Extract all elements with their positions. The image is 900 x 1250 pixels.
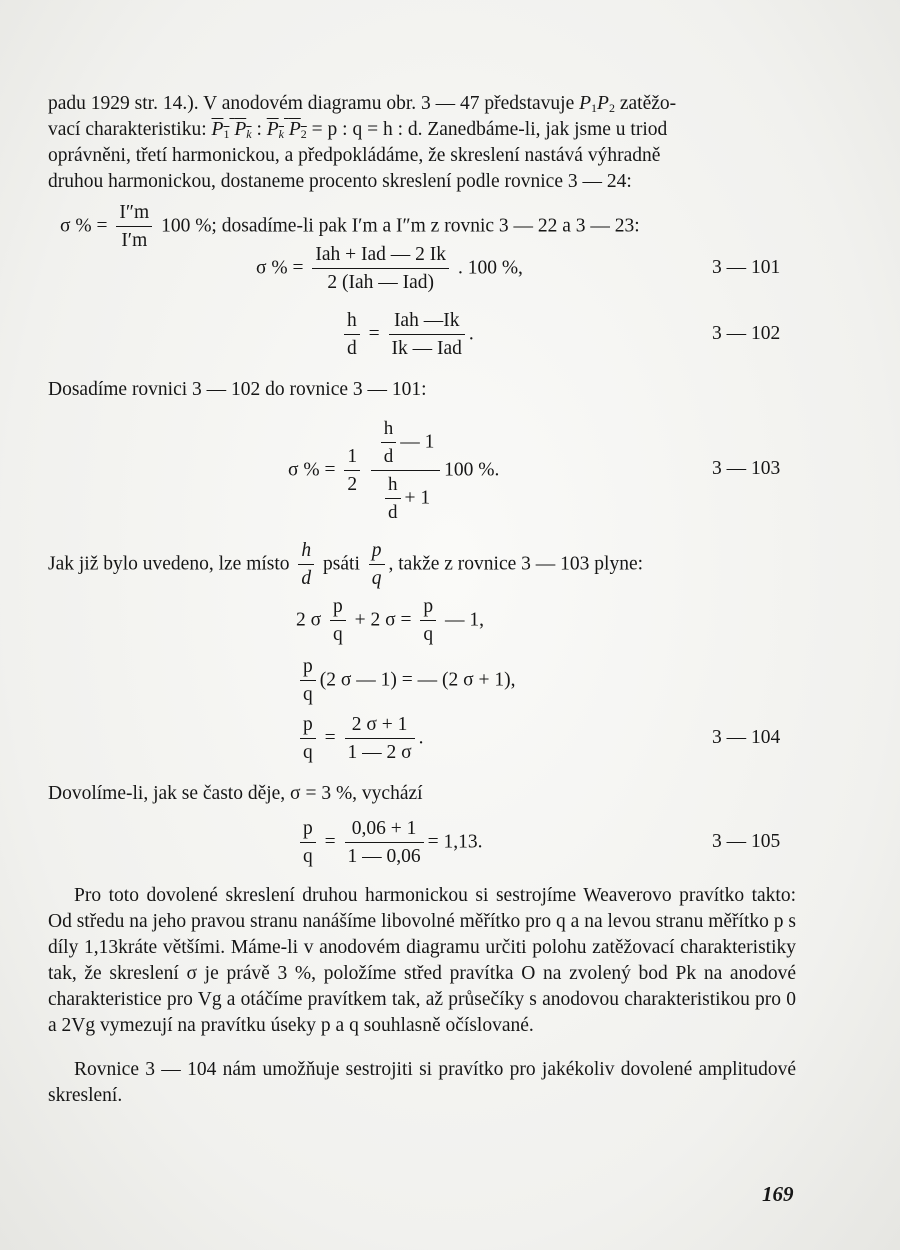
equation-3-104: $\frac{p}{q}$ = $\frac{2 \sigma + 1}{1 — 2 \sigma}$ . [296, 714, 424, 764]
equation-step-2: $\frac{p}{q}$ (2 σ — 1) = — (2 σ + 1), [296, 656, 516, 706]
equation-number-3-105: 3 — 105 [712, 831, 781, 852]
equation-number-3-104: 3 — 104 [712, 727, 781, 748]
text-line: Dosadíme rovnici 3 — 102 do rovnice 3 — 101: [48, 379, 427, 400]
intro-line-4: druhou harmonickou, dostaneme procento skreslení podle rovnice 3 — 24: [48, 171, 632, 192]
paragraph-weaver-ruler: Pro toto dovolené skreslení druhou harmonickou si sestrojíme Weaverovo pravítko takto: Od středu na jeho pravou stranu nanášíme libovolné měřítko pro q a na levou stranu měřítko p s díly 1,13kráte většími. Máme-li v anodovém diagramu určiti polohu zatěžovací charakteristiky tak, že skreslení σ je právě 3 %, položíme střed pravítka O na zvolený bod Pk na anodové charakteristice pro Vg a otáčíme pravítkem tak, až průsečíky s anodovou charakteristikou pro 0 a 2Vg vymezují na pravítku úseky p a q souhlasně očíslované. [48, 885, 796, 1036]
equation-number-3-103: 3 — 103 [712, 458, 781, 479]
equation-3-105: $\frac{p}{q}$ = $\frac{0,06 + 1}{1 — 0,06}$ = 1,13. [296, 818, 483, 868]
text-line: Dovolíme-li, jak se často děje, σ = 3 %, vychází [48, 783, 423, 804]
fraction: $\frac{I''m}{I'm}$ [116, 202, 152, 252]
compound-fraction: $\frac{h}{d}$ — 1 $\frac{h}{d}$ + 1 [371, 418, 440, 524]
equation-number-3-101: 3 — 101 [712, 257, 781, 278]
page-number: 169 [762, 1182, 794, 1206]
equation-3-102: $\frac{h}{d}$ = $\frac{\text{Iah —Ik}}{\text{Ik — Iad}}$ . [340, 310, 474, 360]
equation-3-101: σ % = $\frac{\text{Iah + Iad — 2 Ik}}{\text{2 (Iah — Iad)}}$ . 100 %, [256, 244, 523, 293]
intro-line-2: vací charakteristiku: $P_1$ $P_k$ : $P_k$ $P_2 = p$ : q = h : d. Zanedbáme-li, jak jsme u triod [48, 119, 668, 141]
text-line-inline-fractions: Jak již bylo uvedeno, lze místo $\frac{h}{d}$ psáti $\frac{p}{q}$ , takže z rovnice 3 — 103 plyne: [48, 540, 644, 589]
equation-3-103: σ % = $\frac{1}{2}$ $\frac{h}{d}$ — 1 $\frac{h}{d}$ + 1 100 %. [288, 418, 500, 523]
equation-sigma-definition: σ % = $\frac{I''m}{I'm}$ 100 %; dosadíme-li pak I′m a I″m z rovnic 3 — 22 a 3 — 23: [60, 202, 640, 251]
paragraph-closing: Rovnice 3 — 104 nám umožňuje sestrojiti si pravítko pro jakékoliv dovolené amplitudové skreslení. [48, 1059, 796, 1106]
intro-line-3: oprávněni, třetí harmonickou, a předpokládáme, že skreslení nastává výhradně [48, 145, 661, 166]
equation-number-3-102: 3 — 102 [712, 323, 781, 344]
equation-step-1: 2 σ $\frac{p}{q}$ + 2 σ = $\frac{p}{q}$ — 1, [296, 596, 485, 645]
intro-line-1: padu 1929 str. 14.). V anodovém diagramu obr. 3 — 47 představuje $P_1P_2$ zatěžo- [48, 93, 677, 115]
